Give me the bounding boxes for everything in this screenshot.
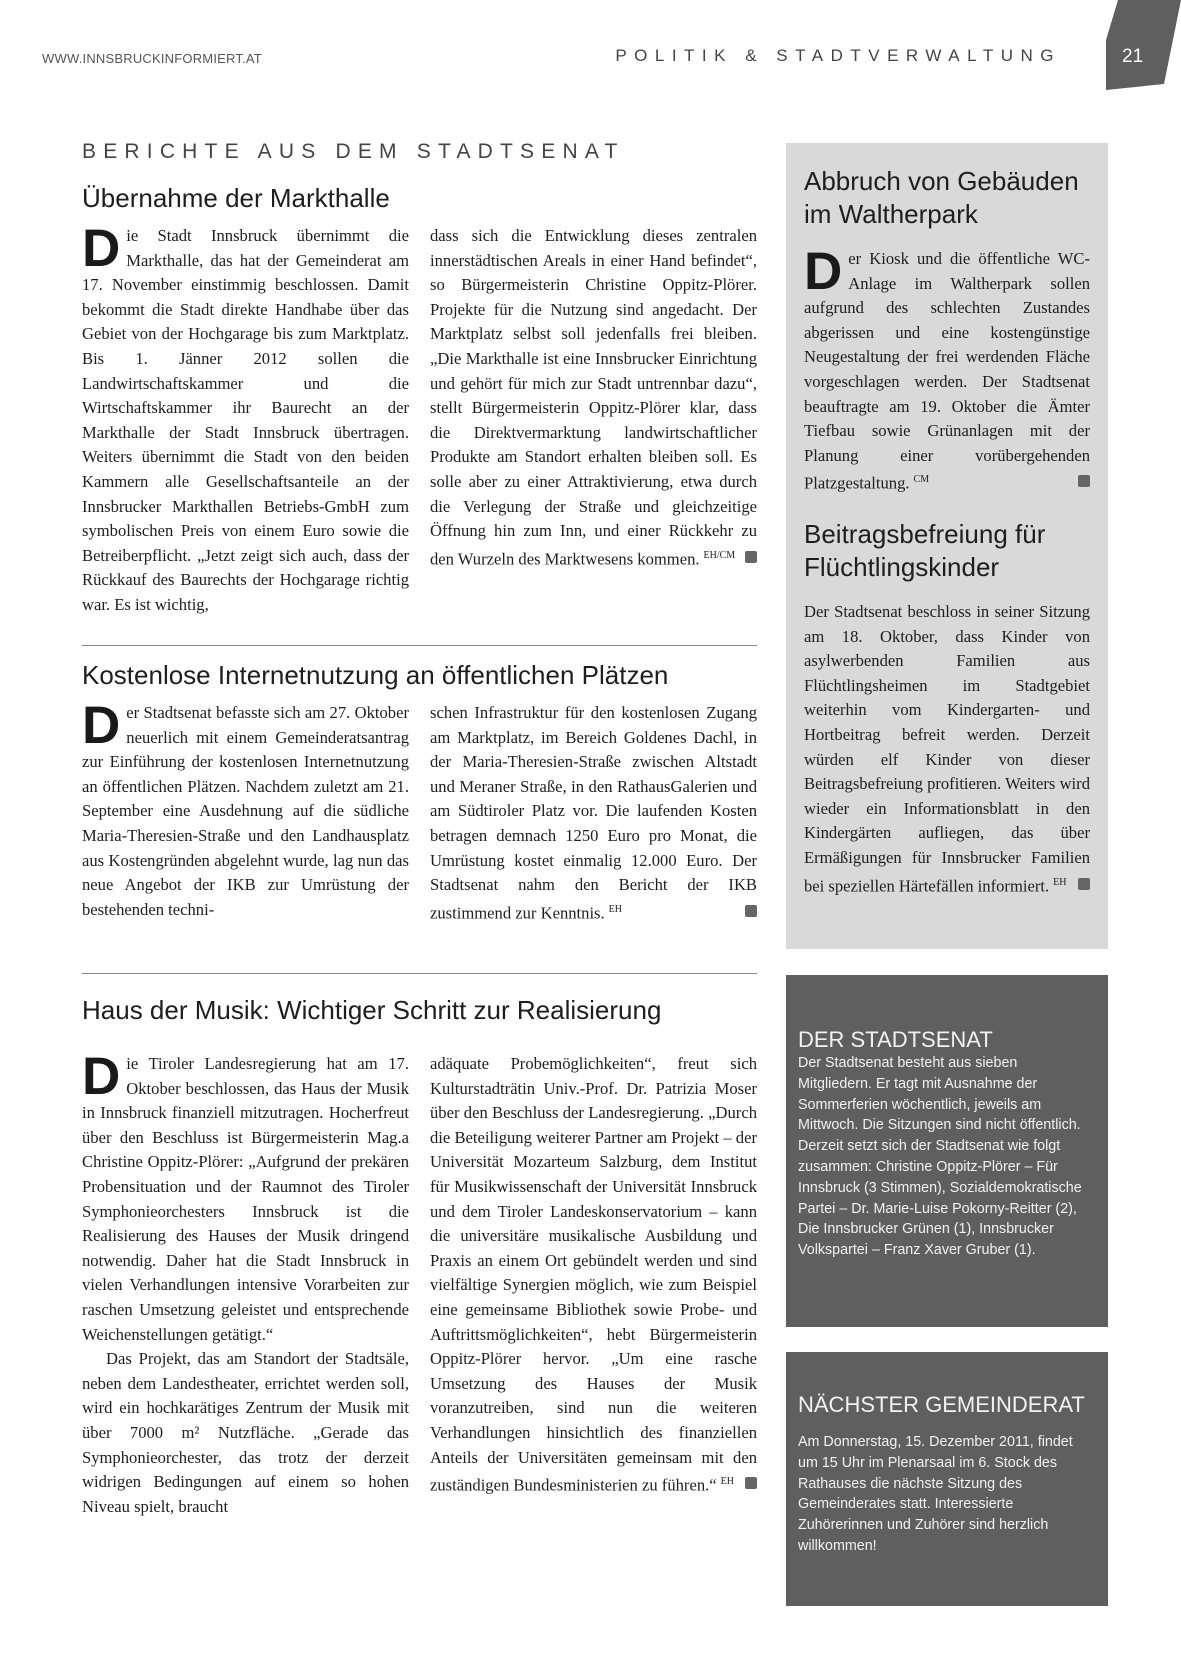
article-column-2 [430,224,757,618]
author-signature: CM [913,474,930,486]
article-column-2 [430,1052,757,1519]
article-internet [82,660,757,926]
drop-cap: D [82,219,121,278]
info-box-title: NÄCHSTER GEMEINDERAT [798,1392,1085,1417]
article-text: adäquate Probemöglichkeiten“, freut sich Kulturstadträtin Univ.-Prof. Dr. Patrizia Moser über den Beschluss der Landesregierung. „Durch die Beteiligung weiterer Partner am Projekt – der Universität Mozarteum Salzburg, dem Institut für Musikwissenschaft der Universität Innsbruck und dem Tiroler Landeskonservatorium – kann die universitäre musikalische Ausbildung und Praxis an einem Ort gebündelt werden und sind vielfältige Synergien möglich, wie zum Beispiel eine gemeinsame Bibliothek sowie Probe- und Auftrittsmöglichkeiten“, hebt Bürgermeisterin Oppitz-Plörer hervor. „Um eine rasche Umsetzung des Hauses der Musik voranzutreiben, sind nun die weiteren Verhandlungen hinsichtlich des finanziellen Anteils der Universitäten gemeinsam mit den zuständigen Bundesministerien zu führen.“ [430,1054,757,1495]
info-box-text: Am Donnerstag, 15. Dezember 2011, findet um 15 Uhr im Plenarsaal im 6. Stock des Rathauses die nächste Sitzung des Gemeinderates statt. Interessierte Zuhörerinnen und Zuhörer sind herzlich willkommen! [798,1434,1073,1554]
site-url: WWW.INNSBRUCKINFORMIERT.AT [42,51,262,66]
article-haus-der-musik [82,995,757,1519]
sidebar-headline: Abbruch von Gebäuden im Waltherpark [804,166,1079,229]
end-mark-icon [745,905,757,917]
sidebar-text: er Kiosk und die öffentliche WC-Anlage im Waltherpark sollen aufgrund des schlechten Zustandes abgerissen und eine kostengünstige Neugestaltung der frei werdenden Fläche vorgeschlagen werden. Der Stadtsenat beauftragte am 19. Oktober die Ämter Tiefbau sowie Grünanlagen mit der Planung einer vorübergehenden Platzgestaltung. [804,249,1090,493]
end-mark-icon [745,1477,757,1489]
divider [82,645,757,646]
article-column-1 [82,1047,409,1519]
author-signature: EH [720,1476,734,1488]
info-box-stadtsenat [786,975,1108,1327]
sidebar-text: Der Stadtsenat beschloss in seiner Sitzung am 18. Oktober, dass Kinder von asylwerbenden Familien aus Flüchtlingsheimen im Stadtgebiet weiterhin vom Kindergarten- und Hortbeitrag befreit werden. Derzeit würden elf Kinder von dieser Beitragsbefreiung profitieren. Weiters wird wieder ein Informationsblatt in den Kindergärten aufliegen, das über Ermäßigungen für Innsbrucker Familien bei speziellen Härtefällen informiert. [804,602,1090,896]
info-box-gemeinderat [786,1352,1108,1606]
article-column-1 [82,219,409,618]
article-column-2 [430,701,757,926]
drop-cap: D [82,1047,121,1106]
sidebar-body [804,242,1090,496]
info-box-text: Der Stadtsenat besteht aus sieben Mitgliedern. Er tagt mit Ausnahme der Sommerferien wöchentlich, jeweils am Mittwoch. Die Sitzungen sind nicht öffentlich. Derzeit setzt sich der Stadtsenat wie folgt zusammen: Christine Oppitz-Plörer – Für Innsbruck (3 Stimmen), Sozialdemokratische Partei – Dr. Marie-Luise Pokorny-Reitter (2), Die Innsbrucker Grünen (1), Innsbrucker Volkspartei – Franz Xaver Gruber (1). [798,1055,1082,1259]
article-text: Das Projekt, das am Standort der Stadtsäle, neben dem Landestheater, errichtet werden soll, wird ein hochkarätiges Zentrum der Musik mit über 7000 m² Nutzfläche. „Gerade das Symphonieorchester, das trotz der derzeit widrigen Bedingungen auf einem so hohen Niveau spielt, braucht [82,1349,409,1516]
article-text: er Stadtsenat befasste sich am 27. Oktober neuerlich mit einem Gemeinderatsantrag zur Einführung der kostenlosen Internetnutzung an öffentlichen Plätzen. Nachdem zuletzt am 21. September eine Ausdehnung auf die südliche Maria-Theresien-Straße und den Landhausplatz aus Kostengründen abgelehnt wurde, lag nun das neue Angebot der IKB zur Umrüstung der bestehenden techni- [82,703,409,919]
sidebar-article-fluechtlingskinder [804,518,1090,899]
article-text: schen Infrastruktur für den kostenlosen Zugang am Marktplatz, im Bereich Goldenes Dachl, in der Maria-Theresien-Straße zwischen Altstadt und Meraner Straße, in den RathausGalerien und am Südtiroler Platz vor. Die laufenden Kosten betragen demnach 1250 Euro pro Monat, die Umrüstung kostet einmalig 12.000 Euro. Der Stadtsenat nahm den Bericht der IKB zustimmend zur Kenntnis. [430,703,757,923]
article-text: ie Stadt Innsbruck übernimmt die Markthalle, das hat der Gemeinderat am 17. November einstimmig beschlossen. Damit bekommt die Stadt direkte Handhabe über das Gebiet von der Hochgarage bis zum Marktplatz. Bis 1. Jänner 2012 sollen die Landwirtschaftskammer und die Wirtschaftskammer ihr Baurecht an der Markthalle der Stadt Innsbruck übertragen. Weiters übernimmt die Stadt von den beiden Kammern alle Gesellschaftsanteile an der Innsbrucker Markthallen Betriebs-GmbH zum symbolischen Preis von einem Euro sowie die Betreiberpflicht. „Jetzt zeigt sich auch, dass der Rückkauf des Baurechts der Hochgarage richtig war. Es ist wichtig, [82,226,409,614]
article-headline: Übernahme der Markthalle [82,183,390,213]
author-signature: EH [608,903,623,915]
author-signature: EH [1053,876,1067,888]
section-title: POLITIK & STADTVERWALTUNG [615,46,1061,65]
end-mark-icon [745,551,757,563]
article-headline: Haus der Musik: Wichtiger Schritt zur Realisierung [82,995,662,1025]
author-signature: EH/CM [703,549,736,561]
article-column-1 [82,696,409,926]
page-number-tab [1100,0,1181,90]
drop-cap: D [82,696,121,755]
sidebar-body [804,600,1090,899]
sidebar-headline: Beitragsbefreiung für Flüchtlingskinder [804,519,1046,582]
article-markthalle [82,183,757,618]
info-box-title: DER STADTSENAT [798,1027,993,1052]
drop-cap: D [804,242,843,301]
article-text: dass sich die Entwicklung dieses zentralen innerstädtischen Areals in einer Hand befindet“, so Bürgermeisterin Christine Oppitz-Plörer. Projekte für die Nutzung sind angedacht. Der Marktplatz selbst soll jedenfalls frei bleiben. „Die Markthalle ist eine Innsbrucker Einrichtung und gehört für mich zur Stadt untrennbar dazu“, stellt Bürgermeisterin Oppitz-Plörer klar, dass die Direktvermarktung landwirtschaftlicher Produkte am Standort erhalten bleiben soll. Es solle aber zu einer Attraktivierung, etwa durch die Verlegung der Straße und gleichzeitige Öffnung hin zum Inn, und einer Rückkehr zu den Wurzeln des Marktwesens kommen. [430,226,757,569]
section-kicker: BERICHTE AUS DEM STADTSENAT [82,140,625,163]
article-headline: Kostenlose Internetnutzung an öffentlichen Plätzen [82,660,669,690]
divider [82,973,757,974]
article-text: ie Tiroler Landesregierung hat am 17. Oktober beschlossen, das Haus der Musik in Innsbruck finanziell mitzutragen. Hocherfreut über den Beschluss ist Bürgermeisterin Mag.a Christine Oppitz-Plörer: „Aufgrund der prekären Probensituation und der Raumnot des Tiroler Symphonieorchesters Innsbruck ist die Realisierung des Hauses der Musik dringend notwendig. Daher hat die Stadt Innsbruck in vielen Verhandlungen intensive Vorarbeiten zur raschen Umsetzung geleistet und entsprechende Weichenstellungen getätigt.“ [82,1054,409,1344]
end-mark-icon [1078,475,1090,487]
page-number: 21 [1122,46,1144,67]
end-mark-icon [1078,878,1090,890]
sidebar-article-waltherpark [804,165,1090,496]
